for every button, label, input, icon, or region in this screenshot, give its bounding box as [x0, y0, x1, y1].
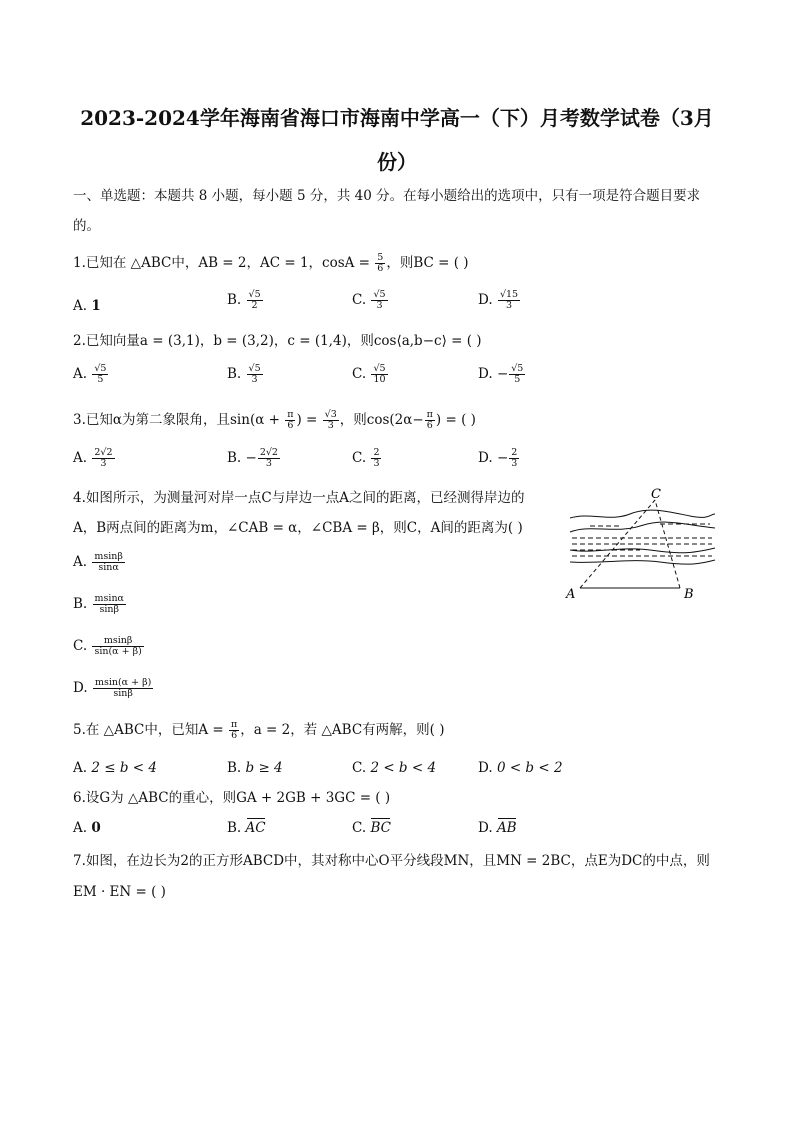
numerator: √5 — [248, 289, 261, 300]
option-label: B. — [227, 450, 242, 466]
denominator: 3 — [327, 420, 334, 431]
fraction — [285, 410, 295, 431]
option-label: A. — [73, 450, 88, 466]
option-label: C. — [352, 450, 367, 466]
numerator: 5 — [377, 252, 384, 263]
river-bank-top — [570, 510, 715, 518]
q2-option-b[interactable] — [227, 364, 264, 385]
numerator: √5 — [94, 363, 107, 374]
question-7-stem-line-1 — [73, 851, 710, 871]
denominator: 3 — [505, 300, 513, 311]
question-1-stem — [73, 253, 469, 274]
numerator: π — [230, 719, 238, 730]
question-3-stem — [73, 410, 476, 431]
fraction — [92, 636, 143, 657]
q1-option-c[interactable] — [352, 290, 389, 311]
numerator: msinβ — [94, 551, 123, 562]
sign: − — [245, 450, 257, 466]
river-figure — [560, 484, 720, 604]
fraction — [258, 448, 280, 469]
label-c: C — [651, 487, 661, 502]
question-number: 7. — [73, 853, 86, 869]
option-label: D. — [478, 450, 493, 466]
q2-option-a[interactable] — [73, 364, 109, 385]
denominator: 2 — [251, 300, 258, 311]
stem-text: ，则BC = ( ) — [386, 255, 469, 271]
option-label: B. — [73, 596, 88, 612]
exam-title — [60, 96, 734, 184]
numerator: √5 — [511, 363, 524, 374]
fraction — [247, 290, 263, 311]
option-label: A. — [73, 760, 88, 776]
title-line-1: 2023-2024学年海南省海口市海南中学高一（下）月考数学试卷（3月 — [80, 106, 714, 130]
option-label: C. — [352, 760, 367, 776]
option-label: C. — [73, 638, 88, 654]
question-4-stem-line-1 — [73, 488, 524, 508]
stem-text: ) = — [296, 412, 322, 428]
fraction — [509, 364, 525, 385]
sign: − — [496, 366, 509, 382]
denominator: 3 — [511, 458, 518, 469]
fraction — [92, 364, 108, 385]
title-line-2: 份） — [377, 150, 417, 174]
q1-option-d[interactable] — [478, 290, 521, 311]
q6-option-b[interactable] — [227, 818, 266, 838]
denominator: sin(α + β) — [94, 646, 142, 657]
question-7-stem-line-2: EM · EN = ( ) — [73, 884, 166, 900]
q5-option-d[interactable] — [478, 758, 563, 778]
denominator: 10 — [373, 374, 386, 385]
q1-option-b[interactable] — [227, 290, 264, 311]
option-label: D. — [478, 760, 493, 776]
fraction — [229, 720, 239, 741]
question-number: 4. — [73, 490, 86, 506]
numerator: 2√2 — [94, 447, 113, 458]
denominator: sinβ — [113, 688, 133, 699]
q6-option-d[interactable] — [478, 818, 517, 838]
stem-text: 如图，在边长为2的正方形ABCD中，其对称中心O平分线段MN，且MN = 2BC，点E为DC的中点，则 — [85, 853, 710, 869]
question-4-stem-line-2: A，B两点间的距离为m，∠CAB = α，∠CBA = β，则C，A间的距离为( ) — [73, 520, 523, 536]
q6-option-c[interactable] — [352, 818, 391, 838]
option-label: C. — [352, 820, 367, 836]
denominator: 3 — [373, 458, 380, 469]
numerator: √5 — [373, 363, 386, 374]
stem-text: 如图所示，为测量河对岸一点C与岸边一点A之间的距离，已经测得岸边的 — [85, 490, 525, 506]
option-label: C. — [352, 366, 367, 382]
q2-option-c[interactable] — [352, 364, 389, 385]
q5-option-c[interactable] — [352, 758, 436, 778]
vector-text: AB — [496, 820, 517, 836]
option-label: C. — [352, 292, 367, 308]
fraction — [92, 552, 125, 573]
stem-text: 设G为 △ABC的重心，则GA + 2GB + 3GC = ( ) — [85, 790, 391, 806]
numerator: π — [426, 409, 433, 420]
vector-text: BC — [370, 820, 391, 836]
numerator: √5 — [373, 289, 386, 300]
q5-option-a[interactable] — [73, 758, 157, 778]
denominator: 6 — [231, 730, 238, 741]
question-2-stem — [73, 331, 482, 351]
numerator: msinβ — [92, 636, 143, 647]
stem-text: ) = ( ) — [435, 412, 476, 428]
fraction — [509, 448, 519, 469]
q2-option-d[interactable] — [478, 364, 526, 385]
option-text: 2 < b < 4 — [370, 760, 437, 776]
option-label: A. — [73, 298, 88, 314]
stem-text: 已知在 △ABC中，AB = 2，AC = 1，cosA = — [85, 255, 375, 271]
numerator: msinα — [94, 593, 124, 604]
question-number: 6. — [73, 790, 86, 806]
question-5-stem — [73, 720, 445, 741]
question-6-stem — [73, 788, 390, 808]
option-label: A. — [73, 366, 88, 382]
numerator: 2 — [511, 447, 518, 458]
option-text: 0 — [91, 820, 101, 836]
q4-option-b[interactable] — [73, 594, 127, 615]
option-label: B. — [227, 760, 242, 776]
fraction — [247, 364, 263, 385]
option-label: B. — [227, 820, 242, 836]
section-heading-line-1: 一、单选题：本题共 8 小题，每小题 5 分，共 40 分。在每小题给出的选项中，只有一项是符合题目要求 — [73, 188, 701, 204]
option-label: B. — [227, 366, 242, 382]
fraction — [93, 594, 126, 615]
denominator: sinβ — [99, 604, 120, 615]
denominator: 3 — [376, 300, 383, 311]
q3-option-a[interactable] — [73, 448, 116, 469]
question-number: 5. — [73, 722, 86, 738]
stem-text: 在 △ABC中，已知A = — [85, 722, 228, 738]
numerator: √5 — [248, 363, 261, 374]
fraction — [375, 253, 385, 274]
denominator: 3 — [100, 458, 107, 469]
denominator: 6 — [377, 263, 384, 274]
option-text: b ≥ 4 — [245, 760, 283, 776]
sign: − — [496, 450, 509, 466]
q4-option-d[interactable] — [73, 678, 154, 699]
denominator: 3 — [251, 374, 258, 385]
label-a: A — [566, 587, 576, 602]
fraction — [425, 410, 435, 431]
question-number: 1. — [73, 255, 86, 271]
question-number: 3. — [73, 412, 86, 428]
q1-option-a[interactable] — [73, 296, 101, 316]
fraction — [371, 448, 381, 469]
fraction — [498, 290, 520, 311]
numerator: 2√2 — [259, 447, 278, 458]
option-label: D. — [478, 820, 493, 836]
label-b: B — [684, 587, 694, 602]
q4-option-c[interactable] — [73, 636, 145, 657]
numerator: √15 — [499, 289, 519, 300]
fraction — [92, 448, 114, 469]
numerator: √3 — [324, 409, 337, 420]
option-text: 2 ≤ b < 4 — [91, 760, 157, 776]
q5-option-b[interactable] — [227, 758, 283, 778]
stem-text: 已知向量a = (3,1)，b = (3,2)，c = (1,4)，则cos⟨a,b−c⟩ = ( ) — [85, 333, 482, 349]
fraction — [323, 410, 339, 431]
denominator: sinα — [98, 562, 119, 573]
option-label: D. — [478, 366, 493, 382]
option-label: A. — [73, 820, 88, 836]
fraction — [371, 290, 387, 311]
denominator: 5 — [514, 374, 521, 385]
denominator: 5 — [97, 374, 104, 385]
fraction — [93, 678, 153, 699]
numerator: π — [287, 409, 294, 420]
q3-option-c[interactable] — [352, 448, 382, 469]
river-bank-bottom — [570, 560, 715, 564]
q6-option-a[interactable] — [73, 818, 101, 838]
stem-text: ，a = 2，若 △ABC有两解，则( ) — [240, 722, 445, 738]
numerator: 2 — [373, 447, 380, 458]
option-label: D. — [73, 680, 88, 696]
option-label: B. — [227, 292, 242, 308]
option-label: D. — [478, 292, 493, 308]
option-text: 0 < b < 2 — [496, 760, 563, 776]
stem-text: 已知α为第二象限角，且sin(α + — [85, 412, 285, 428]
option-label: A. — [73, 554, 88, 570]
fraction — [371, 364, 387, 385]
q4-option-a[interactable] — [73, 552, 126, 573]
numerator: msin(α + β) — [94, 677, 152, 688]
option-text: 1 — [91, 298, 101, 314]
q3-option-b[interactable] — [227, 448, 281, 469]
section-heading-line-2: 的。 — [73, 218, 100, 234]
question-number: 2. — [73, 333, 86, 349]
q3-option-d[interactable] — [478, 448, 520, 469]
denominator: 6 — [287, 420, 294, 431]
denominator: 3 — [265, 458, 272, 469]
vector-text: AC — [245, 820, 266, 836]
denominator: 6 — [426, 420, 433, 431]
stem-text: ，则cos(2α− — [339, 412, 424, 428]
